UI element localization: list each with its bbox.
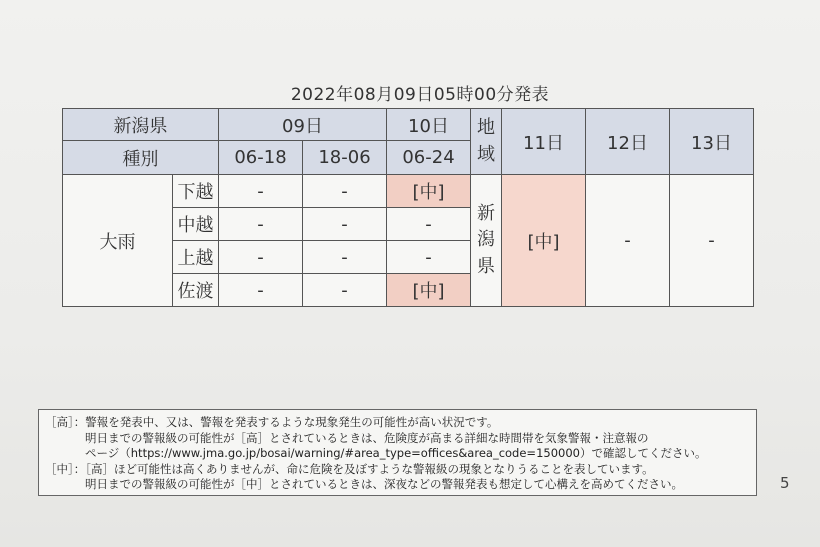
region-cell: 佐渡 [173, 274, 219, 307]
value-cell: - [219, 241, 303, 274]
region-cell: 下越 [173, 175, 219, 208]
warning-forecast-table [62, 108, 754, 307]
value-cell: - [219, 208, 303, 241]
day12-value: - [586, 175, 670, 307]
time-header-1: 06-18 [219, 141, 303, 175]
table-row [63, 175, 754, 208]
note-line: ページ（https://www.jma.go.jp/bosai/warning/#area_type=offices&area_code=150000）で確認してください。 [85, 446, 707, 460]
day10-header: 10日 [387, 109, 471, 141]
region-cell: 中越 [173, 208, 219, 241]
value-cell: - [387, 208, 471, 241]
announcement-title: 2022年08月09日05時00分発表 [290, 85, 550, 105]
area-header: 地 域 [471, 109, 502, 175]
kind-header: 種別 [63, 141, 219, 175]
time-header-2: 18-06 [303, 141, 387, 175]
value-cell: - [303, 274, 387, 307]
note-line: 明日までの警報級の可能性が［高］とされているときは、危険度が高まる詳細な時間帯を気象警報・注意報の [85, 430, 649, 445]
value-cell: - [219, 175, 303, 208]
note-line: ［中］：［高］ほど可能性は高くありませんが、命に危険を及ぼすような警報級の現象となりうることを表しています。 [45, 461, 654, 476]
value-cell: - [387, 241, 471, 274]
area-name-cell: 新 潟 県 [471, 175, 502, 307]
value-cell: - [219, 274, 303, 307]
note-line: ［高］：警報を発表中、又は、警報を発表するような現象発生の可能性が高い状況です。 [45, 415, 499, 429]
day11-header: 11日 [502, 109, 586, 175]
note-line: 明日までの警報級の可能性が［中］とされているときは、深夜などの警報発表も想定して心構えを高めてください。 [85, 477, 683, 491]
value-cell: [中] [387, 274, 471, 307]
category-cell: 大雨 [63, 175, 173, 307]
value-cell: - [303, 208, 387, 241]
value-cell: [中] [387, 175, 471, 208]
value-cell: - [303, 241, 387, 274]
pref-header: 新潟県 [63, 109, 219, 141]
legend-notes-box [38, 409, 757, 496]
region-cell: 上越 [173, 241, 219, 274]
day13-value: - [670, 175, 754, 307]
day13-header: 13日 [670, 109, 754, 175]
day11-value: [中] [502, 175, 586, 307]
time-header-3: 06-24 [387, 141, 471, 175]
day09-header: 09日 [219, 109, 387, 141]
value-cell: - [303, 175, 387, 208]
page-number: 5 [780, 474, 790, 492]
day12-header: 12日 [586, 109, 670, 175]
